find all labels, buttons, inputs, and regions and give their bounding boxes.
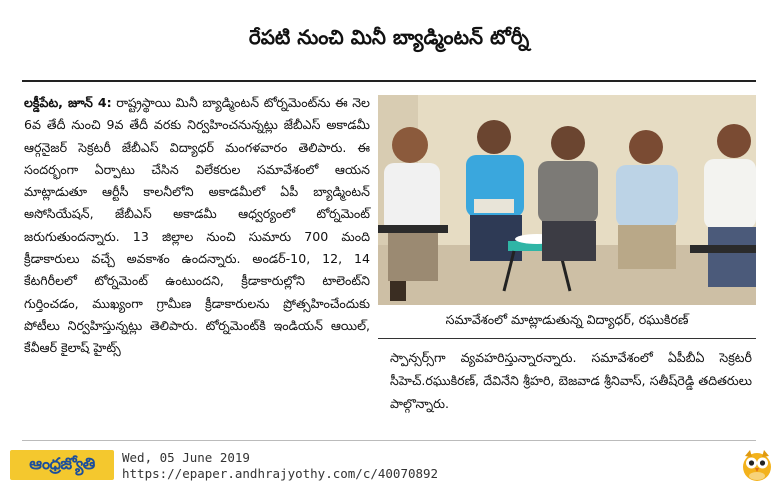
article-text-right: స్పాన్సర్స్‌గా వ్యవహరిస్తున్నారన్నారు. సమావేశంలో ఏపీబీఏ సెక్రటరీ సీహెచ్.రఘుకిరణ్, దేవినేని శ్రీహరి, బెజవాడ శ్రీనివాస్, సతీష్‌రెడ్డి తదితరులు పాల్గొన్నారు. [390,350,752,411]
newspaper-logo: ఆంధ్రజ్యోతి [10,450,114,480]
article-text-left: రాష్ట్రస్థాయి మినీ బ్యాడ్మింటన్ టోర్నమెంట్‌ను ఈ నెల 6వ తేదీ నుంచి 9వ తేదీ వరకు నిర్వహించనున్నట్లు జేబీఎస్ అకాడమీ ఆర్గనైజర్ సెక్రటరీ జేబీఎస్ విద్యాధర్ మంగళవారం తెలిపారు. ఈ సందర్భంగా ఏర్పాటు చేసిన విలేకరుల సమావేశంలో ఆయన మాట్లాడుతూ ఆర్టీసీ కాలనీలోని అకాడమీలో ఏపీ బ్యాడ్మింటన్ అసోసియేషన్, జేబీఎస్ అకాడమీ ఆధ్వర్యంలో టోర్నమెంట్ జరుగుతుందన్నారు. 13 జిల్లాల నుంచి సుమారు 700 మంది క్రీడాకారులు వచ్చే అవకాశం ఉందన్నారు. అండర్-10, 12, 14 కేటగిరీలలో టోర్నమెంట్ ఉంటుందని, క్రీడాకారుల్లోని టాలెంట్‌ని గుర్తించడం, ముఖ్యంగా గ్రామీణ క్రీడాకారులను ప్రోత్సహించేందుకు పోటీలు నిర్వహిస్తున్నట్లు తెలిపారు. టోర్నమెంట్‌కి ఇండియన్ ఆయిల్, కేవీఆర్ కైలాష్ హైట్స్ [24,95,370,356]
caption-divider [378,338,756,339]
news-photo [378,95,756,305]
dateline: లక్డీపేట, జూన్ 4: [24,95,112,110]
headline-divider [22,80,756,82]
photo-caption: సమావేశంలో మాట్లాడుతున్న విద్యాధర్, రఘుకిరణ్ [445,312,689,327]
headline: రేపటి నుంచి మినీ బ్యాడ్మింటన్ టోర్నీ [248,25,530,49]
edition-date: Wed, 05 June 2019 [122,450,250,465]
source-url[interactable]: https://epaper.andhrajyothy.com/c/40070892 [122,466,439,481]
footer-divider [22,440,756,441]
article-left-column [24,92,370,360]
owl-icon [741,448,773,482]
